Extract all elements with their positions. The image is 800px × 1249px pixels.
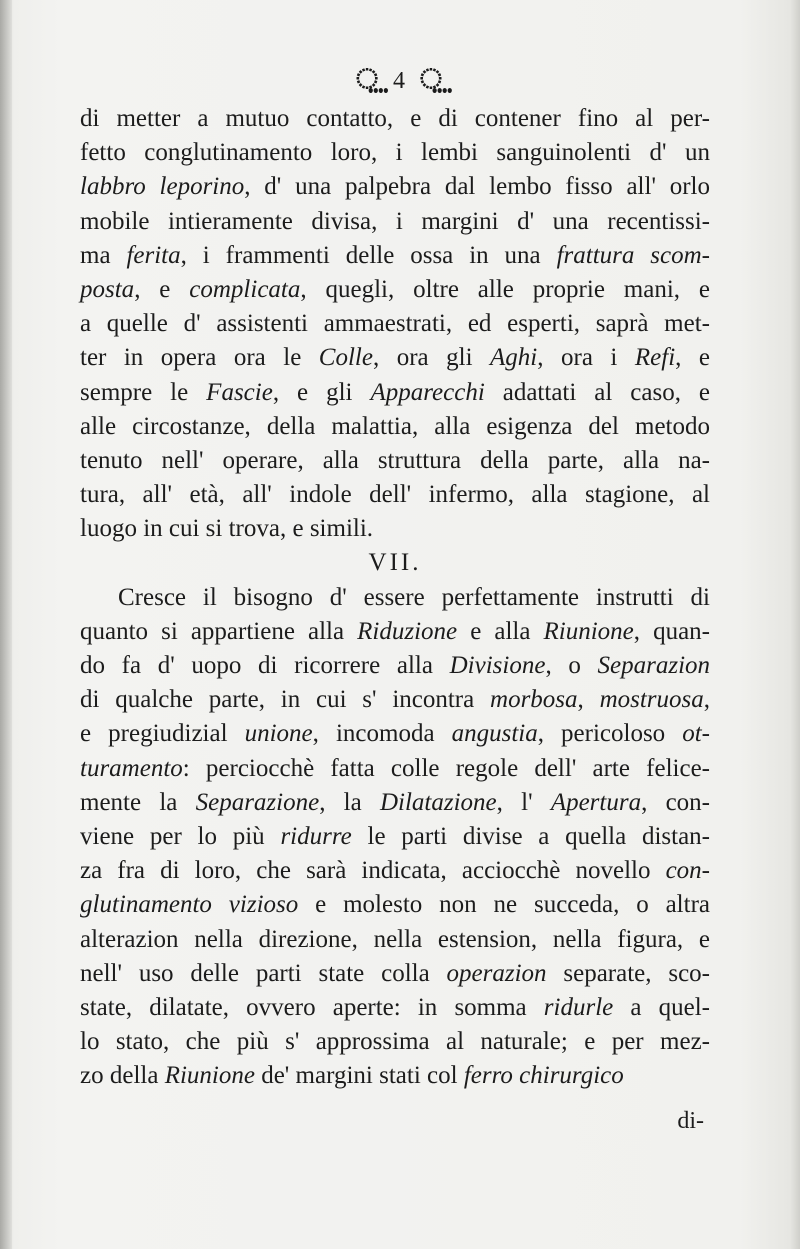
- section-heading: [80, 546, 710, 580]
- italic-term: Fascie: [206, 378, 273, 406]
- text-segment: ter in opera ora le: [80, 344, 319, 372]
- text-segment: tura, all' età, all' indole dell' infermo, alla stagione, al: [80, 481, 710, 509]
- body-text: [80, 102, 710, 1093]
- text-segment: viene per lo più: [80, 822, 281, 850]
- italic-term: morbosa: [490, 686, 578, 714]
- italic-term: Separazione: [195, 788, 320, 816]
- text-line: [80, 1025, 710, 1059]
- italic-term: operazion: [446, 959, 547, 987]
- text-line: [80, 205, 710, 239]
- text-segment: lo stato, che più s' approssima al naturale; e per mez-: [80, 1028, 710, 1056]
- text-segment: ,: [703, 686, 711, 714]
- italic-term: Dilatazione: [379, 788, 497, 816]
- text-line: [80, 1059, 710, 1093]
- text-segment: Cresce il bisogno d' essere perfettamente instrutti di: [118, 583, 710, 611]
- text-line: [80, 273, 710, 307]
- text-segment: alle circostanze, della malattia, alla esigenza del metodo: [80, 412, 710, 440]
- text-segment: e molesto non ne succeda, o altra: [298, 891, 710, 919]
- text-segment: e pregiudizial: [80, 720, 245, 748]
- italic-term: ot-: [682, 720, 711, 748]
- text-line: [80, 410, 710, 444]
- text-segment: , e gli: [272, 378, 371, 406]
- text-segment: alterazion nella direzione, nella estension, nella figura, e: [80, 925, 710, 953]
- text-line: [80, 170, 710, 204]
- italic-term: posta: [80, 275, 135, 303]
- text-segment: , quegli, oltre alle proprie mani, e: [300, 275, 710, 303]
- text-segment: di qualche parte, in cui s' incontra: [80, 686, 491, 714]
- text-segment: state, dilatate, ovvero aperte: in somma: [80, 993, 544, 1021]
- italic-term: Riunione: [164, 1062, 255, 1090]
- text-segment: quanto si appartiene alla: [80, 617, 358, 645]
- left-ornament: ⵿: [355, 64, 381, 95]
- text-segment: le parti divise a quella distan-: [351, 822, 711, 850]
- italic-term: Colle: [318, 344, 373, 372]
- text-line: [80, 957, 710, 991]
- page-header: [0, 64, 800, 96]
- text-segment: di metter a mutuo contatto, e di contener fino al per-: [80, 105, 710, 132]
- text-line: [80, 991, 710, 1025]
- text-segment: , e: [675, 344, 710, 372]
- italic-term: Apertura: [550, 788, 642, 816]
- italic-term: Riduzione: [357, 617, 458, 645]
- text-segment: a quelle d' assistenti ammaestrati, ed esperti, saprà met-: [80, 310, 710, 338]
- text-segment: : perciocchè fatta colle regole dell' arte felice-: [182, 754, 710, 782]
- italic-term: Refi: [634, 344, 676, 372]
- text-segment: , ora gli: [372, 344, 491, 372]
- text-line: [80, 239, 710, 273]
- text-line: [80, 649, 710, 683]
- italic-term: ridurre: [280, 822, 352, 850]
- text-line: [80, 581, 710, 615]
- text-segment: , pericoloso: [537, 720, 683, 748]
- text-segment: , o: [545, 652, 598, 679]
- text-segment: , ora i: [537, 344, 635, 372]
- text-segment: luogo in cui si trova, e simili.: [80, 515, 374, 543]
- text-segment: de' margini stati col: [254, 1062, 464, 1090]
- text-segment: fetto conglutinamento loro, i lembi sanguinolenti d' un: [80, 139, 710, 167]
- text-segment: , l': [496, 788, 551, 816]
- text-line: [80, 752, 710, 786]
- text-segment: a quel-: [613, 993, 710, 1021]
- italic-term: ferita: [126, 241, 181, 269]
- text-line: [80, 478, 710, 512]
- text-segment: VII.: [368, 549, 422, 577]
- text-line: [80, 102, 710, 136]
- text-segment: zo della: [80, 1062, 165, 1090]
- text-segment: ma: [80, 241, 127, 269]
- italic-term: ferro chirurgico: [463, 1062, 624, 1090]
- italic-term: unione: [244, 720, 313, 748]
- text-segment: tenuto nell' operare, alla struttura della parte, alla na-: [80, 446, 710, 474]
- catchword: di-: [677, 1108, 704, 1134]
- italic-term: turamento: [80, 754, 183, 782]
- text-line: [80, 820, 710, 854]
- text-line: [80, 615, 710, 649]
- text-segment: , incomoda: [312, 720, 452, 748]
- italic-term: Separazion: [597, 652, 711, 679]
- text-line: [80, 888, 710, 922]
- text-segment: mobile intieramente divisa, i margini d' una recentissi-: [80, 207, 710, 235]
- text-line: [80, 683, 710, 717]
- text-segment: mente la: [80, 788, 196, 816]
- text-line: [80, 341, 710, 375]
- text-segment: nell' uso delle parti state colla: [80, 959, 447, 987]
- text-segment: , i frammenti delle ossa in una: [180, 241, 557, 269]
- italic-term: labbro leporino: [80, 173, 245, 201]
- italic-term: mostruosa: [599, 686, 704, 714]
- italic-term: con-: [665, 857, 710, 885]
- italic-term: Aghi: [490, 344, 538, 372]
- text-segment: , d' una palpebra dal lembo fisso all' orlo: [244, 173, 711, 201]
- italic-term: angustia: [451, 720, 538, 748]
- text-line: [80, 786, 710, 820]
- text-segment: ,: [577, 686, 600, 714]
- text-segment: e alla: [457, 617, 544, 645]
- italic-term: complicata: [189, 275, 301, 303]
- text-line: [80, 444, 710, 478]
- text-segment: , con-: [641, 788, 710, 816]
- text-line: [80, 854, 710, 888]
- text-segment: adattati al caso, e: [484, 378, 711, 406]
- text-line: [80, 136, 710, 170]
- text-line: [80, 717, 710, 751]
- italic-term: frattura scom-: [556, 241, 710, 269]
- text-line: [80, 923, 710, 957]
- page-number: 4: [393, 68, 407, 94]
- text-segment: , e: [134, 275, 190, 303]
- text-segment: za fra di loro, che sarà indicata, acciocchè novello: [80, 857, 666, 885]
- right-ornament: ⵿: [419, 64, 445, 95]
- text-segment: separate, sco-: [546, 959, 710, 987]
- italic-term: glutinamento vizioso: [80, 891, 299, 919]
- text-line: [80, 512, 710, 546]
- text-segment: , la: [319, 788, 380, 816]
- italic-term: Apparecchi: [370, 378, 485, 406]
- text-segment: , quan-: [633, 617, 710, 645]
- italic-term: Riunione: [543, 617, 634, 645]
- text-segment: sempre le: [80, 378, 207, 406]
- text-line: [80, 376, 710, 410]
- text-line: [80, 307, 710, 341]
- italic-term: ridurle: [543, 993, 614, 1021]
- text-segment: do fa d' uopo di ricorrere alla: [80, 652, 450, 679]
- italic-term: Divisione: [449, 652, 546, 679]
